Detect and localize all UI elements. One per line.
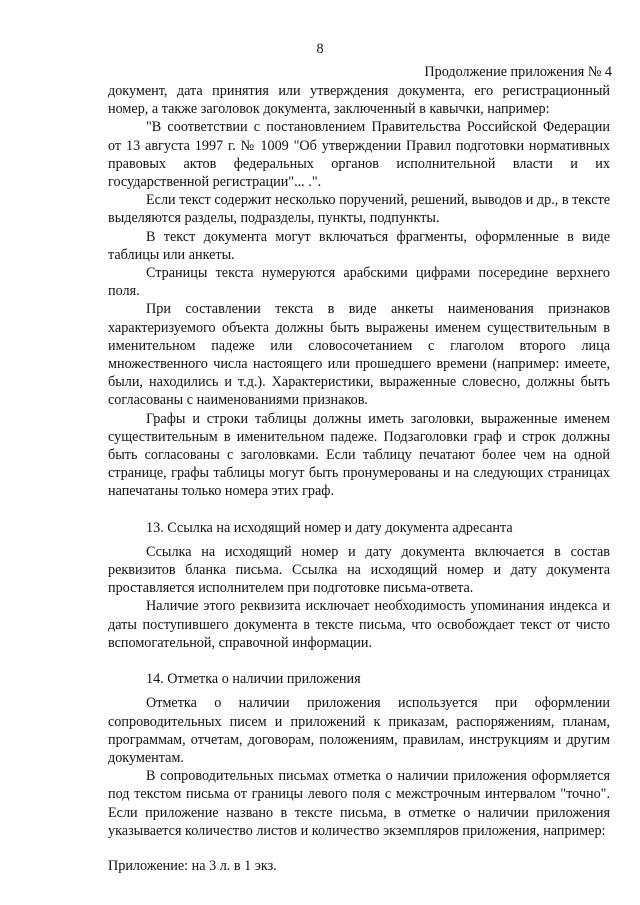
continuation-note: Продолжение приложения № 4 <box>424 64 612 80</box>
paragraph: Если текст содержит несколько поручений, решений, выводов и др., в тексте выделяются разделы, подразделы, пункты, подпункты. <box>108 192 610 227</box>
paragraph: В сопроводительных письмах отметка о наличии приложения оформляется под текстом письма от границы левого поля с межстрочным интервалом "точно". Если приложение названо в тексте письма, в отметке о наличии приложения указывается количество листов и количество экземпляров приложения, например: <box>108 768 610 839</box>
page-number: 8 <box>316 41 324 57</box>
attachment-example: Приложение: на 3 л. в 1 экз. <box>108 857 277 874</box>
paragraph: Отметка о наличии приложения используется при оформлении сопроводительных писем и приложений к приказам, распоряжениям, планам, программам, отчетам, договорам, положениям, правилам, инструкциям и другим документам. <box>108 695 610 766</box>
document-body <box>108 82 610 875</box>
section-14-heading: 14. Отметка о наличии приложения <box>146 671 361 688</box>
top-paragraphs <box>108 82 610 501</box>
paragraph: Графы и строки таблицы должны иметь заголовки, выраженные именем существительным в именительном падеже. Подзаголовки граф и строк должны быть согласованы с заголовками. Если таблицу печатают более чем на одной странице, графы таблицы могут быть пронумерованы и на следующих страницах напечатаны только номера этих граф. <box>108 410 610 500</box>
paragraph: "В соответствии с постановлением Правительства Российской Федерации от 13 августа 1997 г. № 1009 "Об утверждении Правил подготовки нормативных правовых актов федеральных органов исполнительной власти и их государственной регистрации"... .". <box>108 119 610 191</box>
paragraph: Ссылка на исходящий номер и дату документа включается в состав реквизитов бланка письма. Ссылка на исходящий номер и дату документа проставляется исполнителем при подготовке письма-ответа. <box>108 543 610 597</box>
paragraph: документ, дата принятия или утверждения документа, его регистрационный номер, а также заголовок документа, заключенный в кавычки, например: <box>108 83 610 118</box>
paragraph: Страницы текста нумеруются арабскими цифрами посередине верхнего поля. <box>108 265 610 300</box>
paragraph: В текст документа могут включаться фрагменты, оформленные в виде таблицы или анкеты. <box>108 228 610 263</box>
paragraph: Наличие этого реквизита исключает необходимость упоминания индекса и даты поступившего документа в тексте письма, что освобождает текст от чисто вспомогательной, справочной информации. <box>108 598 610 651</box>
paragraph: При составлении текста в виде анкеты наименования признаков характеризуемого объекта должны быть выражены именем существительным в именительном падеже или словосочетанием с глаголом второго лица множественного числа настоящего или прошедшего времени (например: имеете, были, находились и т.д.). Характеристики, выраженные словесно, должны быть согласованы с наименованиями признаков. <box>108 301 610 409</box>
section-13-heading: 13. Ссылка на исходящий номер и дату документа адресанта <box>146 519 513 536</box>
